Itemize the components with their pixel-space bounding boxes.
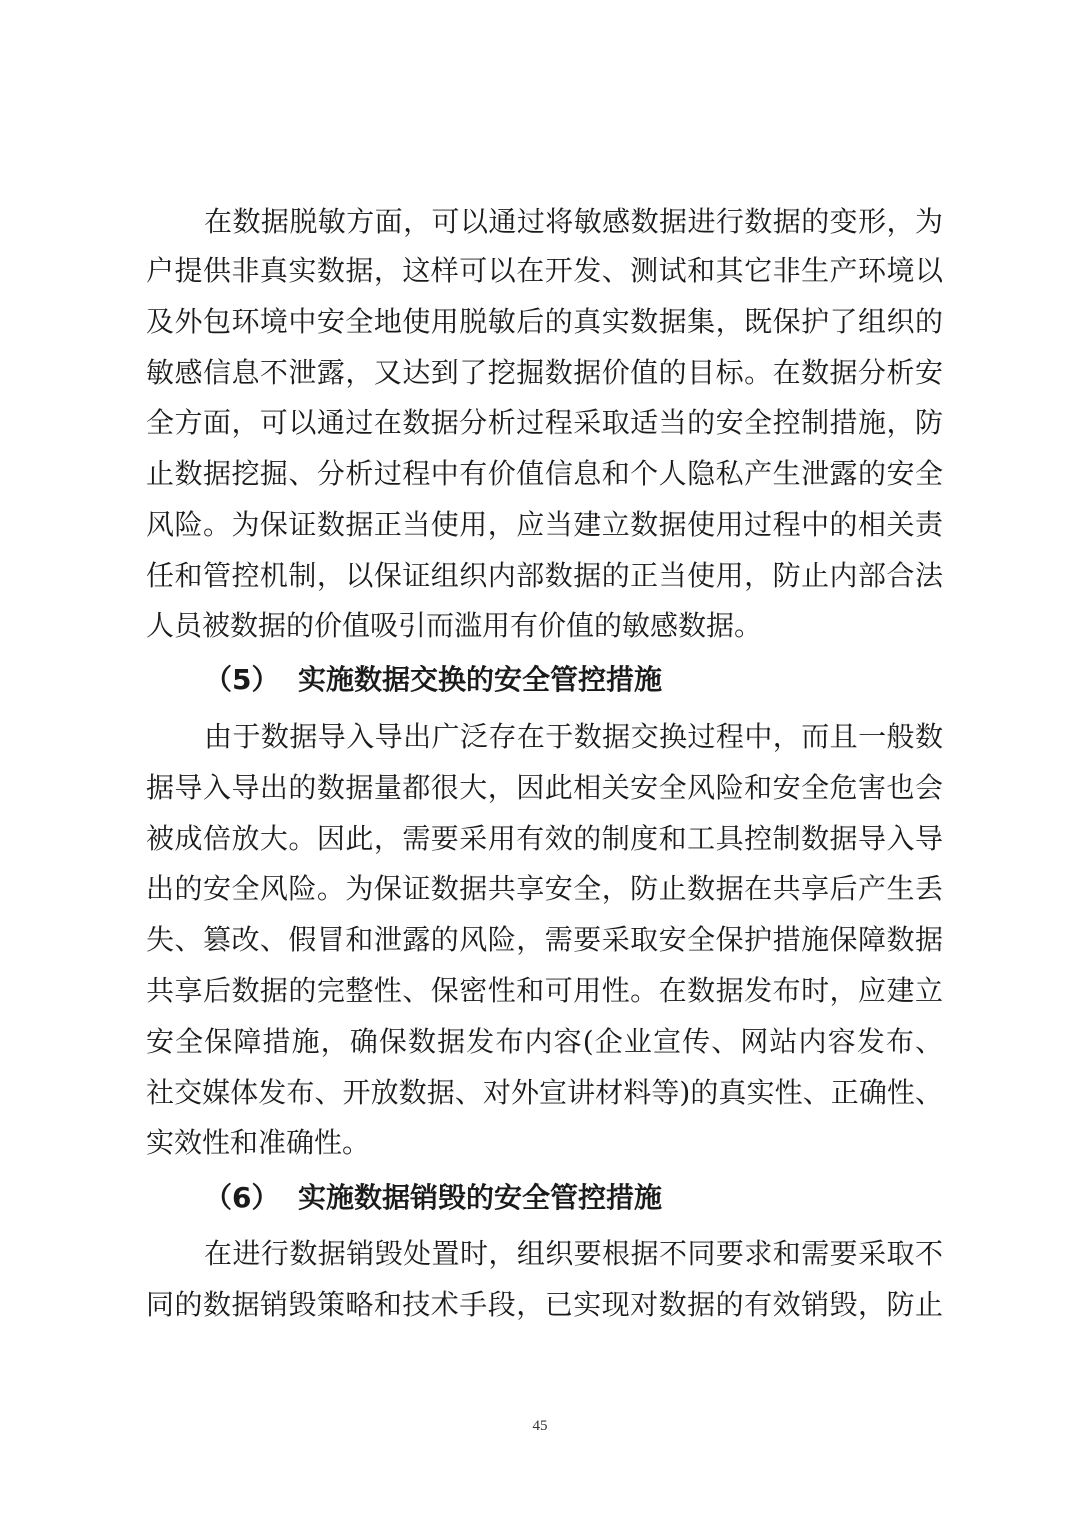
paragraph-line: 共享后数据的完整性、保密性和可用性。在数据发布时，应建立 — [146, 974, 943, 1007]
paragraph-line: 任和管控机制，以保证组织内部数据的正当使用，防止内部合法 — [146, 559, 943, 592]
page-number: 45 — [532, 1418, 548, 1434]
paragraph-line: 及外包环境中安全地使用脱敏后的真实数据集，既保护了组织的 — [146, 305, 943, 338]
paragraph-line: 社交媒体发布、开放数据、对外宣讲材料等)的真实性、正确性、 — [146, 1076, 943, 1109]
paragraph-line: 实效性和准确性。 — [146, 1126, 371, 1159]
paragraph-line: 被成倍放大。因此，需要采用有效的制度和工具控制数据导入导 — [146, 822, 943, 855]
heading-text: 实施数据交换的安全管控措施 — [298, 663, 663, 696]
paragraph-line: 风险。为保证数据正当使用，应当建立数据使用过程中的相关责 — [146, 508, 943, 541]
paragraph-line: 在数据脱敏方面，可以通过将敏感数据进行数据的变形，为 — [204, 205, 943, 238]
heading-number: （6） — [204, 1181, 280, 1214]
paragraph-line: 在进行数据销毁处置时，组织要根据不同要求和需要采取不 — [204, 1237, 943, 1270]
paragraph-line: 失、篡改、假冒和泄露的风险，需要采取安全保护措施保障数据 — [146, 923, 943, 956]
heading-number: （5） — [204, 663, 280, 696]
paragraph-line: 敏感信息不泄露，又达到了挖掘数据价值的目标。在数据分析安 — [146, 356, 943, 389]
heading-text: 实施数据销毁的安全管控措施 — [298, 1181, 663, 1214]
paragraph-line: 由于数据导入导出广泛存在于数据交换过程中，而且一般数 — [204, 720, 943, 753]
paragraph-line: 全方面，可以通过在数据分析过程采取适当的安全控制措施，防 — [146, 406, 943, 439]
paragraph-line: 同的数据销毁策略和技术手段，已实现对数据的有效销毁，防止 — [146, 1288, 943, 1321]
paragraph-line: 据导入导出的数据量都很大，因此相关安全风险和安全危害也会 — [146, 771, 943, 804]
paragraph-line: 止数据挖掘、分析过程中有价值信息和个人隐私产生泄露的安全 — [146, 457, 943, 490]
paragraph-line: 户提供非真实数据，这样可以在开发、测试和其它非生产环境以 — [146, 254, 943, 287]
section-heading-6 — [204, 1180, 943, 1216]
paragraph-line: 人员被数据的价值吸引而滥用有价值的敏感数据。 — [146, 609, 763, 642]
section-heading-5 — [204, 662, 943, 698]
paragraph-line: 安全保障措施，确保数据发布内容(企业宣传、网站内容发布、 — [146, 1025, 943, 1058]
paragraph-line: 出的安全风险。为保证数据共享安全，防止数据在共享后产生丢 — [146, 872, 943, 905]
